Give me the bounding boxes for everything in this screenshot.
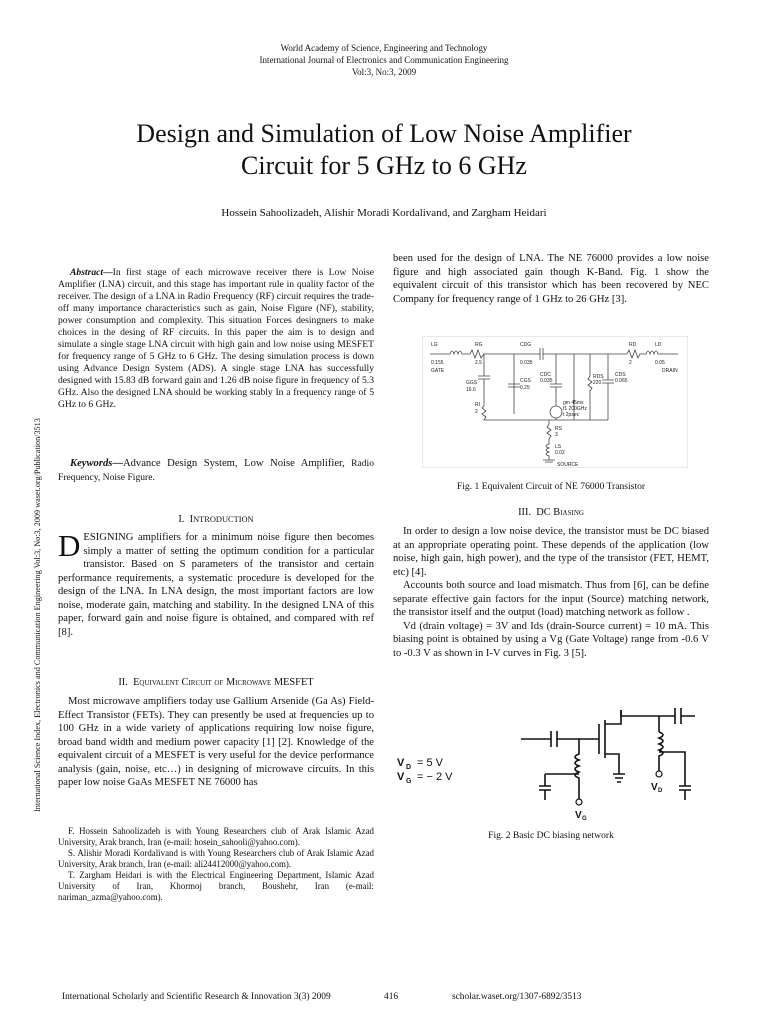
section-3-number: III. bbox=[518, 507, 532, 518]
section-2-heading bbox=[58, 677, 374, 688]
footnote-2: S. Alishir Moradi Kordalivand is with Young Researchers club of Arak Islamic Azad University, Arak branch, Iran (e-mail: ali24412000@yahoo.com). bbox=[58, 848, 374, 869]
header-line-1: World Academy of Science, Engineering and Technology bbox=[280, 43, 488, 53]
fig1-label-ri: RI bbox=[475, 402, 480, 408]
footnote-1: F. Hossein Sahoolizadeh is with Young Researchers club of Arak Islamic Azad University, Arak branch, Iran (e-mail: hosein_sahooli@yahoo.com). bbox=[58, 826, 374, 847]
fig2-vg-sub: G bbox=[406, 778, 412, 785]
fig2-node-vg: V bbox=[575, 810, 582, 821]
column-2-top-text: been used for the design of LNA. The NE 76000 provides a low noise figure and high associated gain though K-Band. Fig. 1 show the equivalent circuit of this transistor which has been recovered by NEC Company for frequency range of 1 GHz to 26 GHz [3]. bbox=[393, 253, 709, 305]
section-3-heading bbox=[393, 507, 709, 518]
fig1-label-rd-val: 2 bbox=[629, 360, 632, 366]
fig2-vg-value: = − 2 V bbox=[417, 771, 453, 783]
fig1-label-cdc-val: 0.035 bbox=[540, 378, 553, 384]
section-2-body bbox=[58, 695, 374, 790]
section-1-initial: I bbox=[189, 514, 194, 525]
journal-header bbox=[0, 42, 768, 78]
section-2-number: II. bbox=[118, 677, 128, 688]
fig1-label-cdc: CDC bbox=[540, 372, 551, 378]
header-line-2: International Journal of Electronics and Communication Engineering bbox=[259, 55, 509, 65]
fig1-equivalent-circuit bbox=[422, 336, 688, 468]
paper-title bbox=[60, 118, 708, 182]
column-2-continuation bbox=[393, 252, 709, 306]
abstract-label: Abstract bbox=[70, 267, 104, 278]
section-3-paragraph-3: Vd (drain voltage) = 3V and Ids (drain-Source current) = 10 mA. This biasing point is obtained by using a Vg (Gate Voltage) range from -0.6 V to -0.3 V as shown in I-V curves in Fig. 3 [5]. bbox=[393, 620, 709, 659]
fig1-label-ld-val: 0.05 bbox=[655, 360, 665, 366]
fig2-caption: Fig. 2 Basic DC biasing network bbox=[488, 830, 614, 841]
section-1-number: I. bbox=[178, 514, 185, 525]
section-2-text: Most microwave amplifiers today use Gallium Arsenide (Ga As) Field-Effect Transistor (FETs). They can presently be used at frequencies up to 100 GHz in a wide variety of applications requiring low noise figure, broad band width and medium power capacity [1] [2]. Knowledge of the equivalent circuit of a MESFET is very useful for the device performance analysis (gain, noise, etc…) in designing of microwave circuits. In this paper low noise GaAs MESFET NE 76000 has bbox=[58, 696, 374, 788]
side-index-text: International Science Index, Electronics and Communication Engineering Vol:3, No:3, 2009 waset.org/Publication/3513 bbox=[33, 418, 42, 812]
section-1-body bbox=[58, 528, 374, 639]
fig1-label-cgs-val: 0.25 bbox=[520, 385, 530, 391]
fig1-label-rg-val: 2.5 bbox=[475, 360, 482, 366]
fig1-label-drain: DRAIN bbox=[662, 368, 678, 374]
section-3-body bbox=[393, 525, 709, 660]
fig2-vd-value: = 5 V bbox=[417, 757, 443, 769]
keywords-text-2: Radio Frequency, Noise Figure. bbox=[58, 458, 374, 483]
authors: Hossein Sahoolizadeh, Alishir Moradi Kordalivand, and Zargham Heidari bbox=[221, 207, 547, 219]
abstract-dash: — bbox=[103, 267, 113, 278]
section-2-title: Equivalent Circuit of Microwave MESFET bbox=[133, 677, 314, 688]
fig1-label-cdg-val: 0.035 bbox=[520, 360, 533, 366]
footnotes bbox=[58, 826, 374, 903]
keywords bbox=[58, 457, 374, 484]
drop-cap: D bbox=[58, 528, 81, 563]
fig1-label-cds-val: 0.065 bbox=[615, 378, 628, 384]
fig2-vd-label: V bbox=[397, 757, 405, 769]
footer-url[interactable]: scholar.waset.org/1307-6892/3513 bbox=[452, 992, 582, 1002]
fig1-label-rs: RS bbox=[555, 426, 562, 432]
fig1-label-ggs-val: 16.6 bbox=[466, 387, 476, 393]
fig2-dc-biasing-network bbox=[395, 702, 707, 822]
keywords-dash: — bbox=[112, 458, 123, 469]
section-3-title: DC Biasing bbox=[536, 507, 584, 518]
keywords-label: Keywords bbox=[70, 458, 113, 469]
fig1-label-source: SOURCE bbox=[557, 462, 579, 468]
title-line-1: Design and Simulation of Low Noise Amplifier bbox=[136, 119, 632, 148]
section-3-paragraph-2: Accounts both source and load mismatch. Thus from [6], can be define separate effective gain factors for the input (Source) matching network, the transistor itself and the output (load) matching network as follow . bbox=[393, 580, 709, 618]
fig1-label-lg-val: 0.155 bbox=[431, 360, 444, 366]
section-1-first-word: ESIGNING bbox=[83, 532, 134, 543]
fig1-label-rd: RD bbox=[629, 342, 637, 348]
fig1-label-ld: LD bbox=[655, 342, 662, 348]
fig1-label-f1: f1 200GHz bbox=[563, 406, 587, 412]
fig1-label-ls-val: 0.02 bbox=[555, 450, 565, 456]
keywords-text-1: Advance Design System, Low Noise Amplifier, bbox=[122, 458, 345, 469]
fig1-label-lg: LG bbox=[431, 342, 438, 348]
fig2-node-vd-sub: D bbox=[658, 788, 663, 794]
fig1-label-rs-val: 3 bbox=[555, 432, 558, 438]
fig1-label-t: t 2psec bbox=[563, 412, 580, 418]
fig1-label-cdg: CDG bbox=[520, 342, 532, 348]
fig1-label-rds: RDS bbox=[593, 374, 604, 380]
fig1-label-cgs: CGS bbox=[520, 378, 531, 384]
title-line-2: Circuit for 5 GHz to 6 GHz bbox=[241, 151, 527, 180]
section-1-text: amplifiers for a minimum noise figure then becomes simply a matter of setting the optimum condition for a particular transistor. Based on S parameters of the transistor and certain performance requirements, a systematic procedure is developed for the design of the LNA. In LNA design, the most important factors are low noise, moderate gain, matching and stability. In the designed LNA of this paper, forward gain and noise figure is obtained, and compared with ref [8]. bbox=[58, 532, 374, 638]
fig2-node-vg-sub: G bbox=[582, 816, 587, 822]
section-1-heading bbox=[58, 514, 374, 525]
fig1-label-rg: RG bbox=[475, 342, 483, 348]
fig1-label-rds-val: 220 bbox=[593, 380, 602, 386]
fig1-label-gm: gm 45ms bbox=[563, 400, 584, 406]
header-line-3: Vol:3, No:3, 2009 bbox=[351, 67, 417, 77]
fig2-node-vd: V bbox=[651, 782, 658, 793]
section-3-paragraph-1: In order to design a low noise device, the transistor must be DC biased at an appropriate operating point. These depends of the application (low noise, high gain, high power), and the type of the transistor (FET, HEMT, etc) [4]. bbox=[393, 526, 709, 578]
abstract-text: In first stage of each microwave receiver there is Low Noise Amplifier (LNA) circuit, and this stage has important rule in quality factor of the receiver. The design of a LNA in Radio Frequency (RF) circuit requires the trade-off many importance characteristics such as gain, Noise Figure (NF), stability, power consumption and complexity. This situation Forces desingners to make choices in the desing of RF circuits. In this paper the aim is to design and simulate a single stage LNA circuit with high gain and low noise using MESFET for frequency range of 5 GHz to 6 GHz. The desing simulation process is down using Advance Design System (ADS). A single stage LNA has successfully designed with 15.83 dB forward gain and 1.26 dB noise figure in frequency of 5.3 GHz. Also the designed LNA should be working stably In a frequency range of 5 GHz to 6 GHz. bbox=[58, 267, 374, 410]
footnote-3: T. Zargham Heidari is with the Electrical Engineering Department, Islamic Azad University of Iran, Khormoj branch, Boushehr, Iran (e-mail: nariman_azma@yahoo.com). bbox=[58, 870, 374, 902]
fig2-vd-sub: D bbox=[406, 764, 412, 771]
fig1-label-ls: LS bbox=[555, 444, 562, 450]
fig1-caption: Fig. 1 Equivalent Circuit of NE 76000 Transistor bbox=[456, 481, 646, 492]
fig1-label-gate: GATE bbox=[431, 368, 445, 374]
section-1-title-rest: NTRODUCTION bbox=[193, 515, 254, 524]
footer-page-number: 416 bbox=[384, 992, 399, 1002]
footer-journal: International Scholarly and Scientific Research & Innovation 3(3) 2009 bbox=[62, 992, 331, 1002]
fig2-vg-label: V bbox=[397, 771, 405, 783]
abstract bbox=[58, 267, 374, 411]
fig1-label-ggs: GGS bbox=[466, 380, 478, 386]
fig1-label-cds: CDS bbox=[615, 372, 626, 378]
fig1-label-ri-val: 2 bbox=[475, 409, 478, 415]
